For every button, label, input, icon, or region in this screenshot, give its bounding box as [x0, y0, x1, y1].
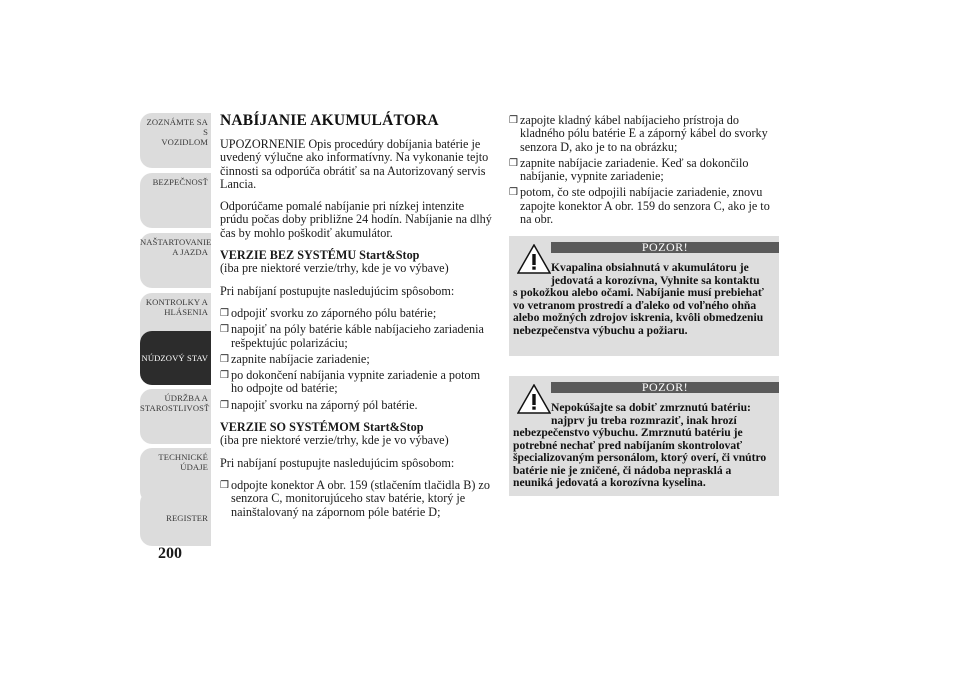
tab-nudzovy-stav[interactable] [140, 331, 211, 385]
page-number: 200 [158, 545, 182, 562]
tab-bezpecnost[interactable] [140, 173, 211, 228]
checkbox-bullet-icon: ❒ [220, 307, 229, 319]
list-item: ❒ napojiť svorku na záporný pól batérie. [220, 397, 418, 412]
list-item: ❒ zapnite nabíjacie zariadenie. Keď sa dokončilo nabíjanie, vypnite zariadenie; [509, 155, 749, 184]
section-intro: Pri nabíjaní postupujte nasledujúcim spôsobom: [220, 455, 455, 470]
tab-label: STAROSTLIVOSŤ [140, 403, 210, 413]
steps-list-with-start-stop [220, 479, 492, 519]
tab-label: VOZIDLOM [161, 137, 208, 147]
tab-nastartovanie[interactable] [140, 233, 211, 288]
list-item: ❒ odpojte konektor A obr. 159 (stlačením tlačidla B) zo senzora C, monitorujúceho stav batérie, ktorý je nainštalovaný na zápornom póle batérie D; [220, 477, 490, 519]
checkbox-bullet-icon: ❒ [220, 324, 229, 336]
left-column [220, 112, 492, 528]
section-note: (iba pre niektoré verzie/trhy, kde je vo výbave) [220, 261, 449, 276]
tab-label: A JAZDA [172, 247, 208, 257]
tab-label: ÚDAJE [180, 462, 208, 472]
list-item: ❒ napojiť na póly batérie káble nabíjacieho zariadenia rešpektujúc polarizáciu; [220, 322, 484, 350]
steps-list-continued [509, 114, 781, 226]
tab-zoznamte-sa[interactable] [140, 113, 211, 168]
tab-label: NAŠTARTOVANIE [140, 237, 212, 247]
checkbox-bullet-icon: ❒ [220, 353, 229, 365]
tab-label: HLÁSENIA [164, 307, 208, 317]
checkbox-bullet-icon: ❒ [220, 479, 229, 491]
section-heading-with-start-stop: VERZIE SO SYSTÉMOM Start&Stop [220, 420, 424, 435]
list-item: ❒ zapojte kladný kábel nabíjacieho prístroja do kladného pólu batérie E a záporný kábel do svorky senzora D, ako je to na obrázku; [509, 113, 768, 154]
list-item: ❒ potom, čo ste odpojili nabíjacie zariadenie, znovu zapojte konektor A obr. 159 do senzora C, ako je to na obr. [509, 185, 770, 227]
section-intro: Pri nabíjaní postupujte nasledujúcim spôsobom: [220, 283, 455, 298]
tab-label: NÚDZOVÝ STAV [141, 353, 208, 363]
warning-text: Kvapalina obsiahnutá v akumulátoru je jedovatá a korozívna, Vyhnite sa kontaktu s pokožkou alebo očami. Nabíjanie musí prebiehať vo vetranom prostredí a ďaleko od voľného ohňa alebo možných zdrojov iskrenia, kvôli obmedzeniu nebezpečenstva výbuchu a požiaru. [513, 261, 764, 337]
warning-label: POZOR! [551, 242, 779, 253]
checkbox-bullet-icon: ❒ [509, 115, 518, 126]
warning-box [509, 236, 779, 356]
tab-udrzba[interactable] [140, 389, 211, 444]
section-heading-without-start-stop: VERZIE BEZ SYSTÉMU Start&Stop [220, 248, 420, 263]
section-note: (iba pre niektoré verzie/trhy, kde je vo výbave) [220, 433, 449, 448]
tab-label: TECHNICKÉ [158, 452, 208, 462]
recommendation-paragraph: Odporúčame pomalé nabíjanie pri nízkej intenzite prúdu počas doby približne 24 hodín. Nabíjanie na dlhý čas by mohlo poškodiť akumulátor. [220, 199, 492, 240]
tab-label: ÚDRŽBA A [164, 393, 208, 403]
page-title: NABÍJANIE AKUMULÁTORA [220, 112, 439, 129]
list-item: ❒ odpojiť svorku zo záporného pólu batérie; [220, 305, 437, 320]
checkbox-bullet-icon: ❒ [509, 187, 518, 199]
tab-label: KONTROLKY A [145, 297, 208, 307]
list-item: ❒ po dokončení nabíjania vypnite zariadenie a potom ho odpojte od batérie; [220, 368, 481, 396]
notice-paragraph: UPOZORNENIE Opis procedúry dobíjania batérie je uvedený výlučne ako informatívny. Na vykonanie tejto činnosti sa odporúča obrátiť sa na Autorizovaný servis Lancia. [220, 137, 489, 191]
checkbox-bullet-icon: ❒ [220, 370, 229, 382]
checkbox-bullet-icon: ❒ [509, 157, 518, 169]
tab-register[interactable] [140, 491, 211, 546]
warning-text: Nepokúšajte sa dobiť zmrznutú batériu: najprv ju treba rozmraziť, inak hrozí nebezpečenstvo výbuchu. Zmrznutú batériu je potrebné nechať pred nabíjaním skontrolovať špecializovaným personálom, ktorý overí, či vnútro batérie nie je zničené, či nádoba neprasklá a neuniká jedovatá a korozívna kyselina. [513, 401, 767, 489]
list-item: ❒ zapnite nabíjacie zariadenie; [220, 351, 370, 366]
warning-label: POZOR! [551, 382, 779, 393]
steps-list-without-start-stop [220, 307, 492, 412]
tab-label: ZOZNÁMTE SA S [146, 117, 208, 137]
tab-label: REGISTER [166, 513, 208, 523]
warning-box [509, 376, 779, 496]
right-column [509, 114, 781, 235]
checkbox-bullet-icon: ❒ [220, 399, 229, 411]
tab-label: BEZPEČNOSŤ [152, 177, 208, 187]
